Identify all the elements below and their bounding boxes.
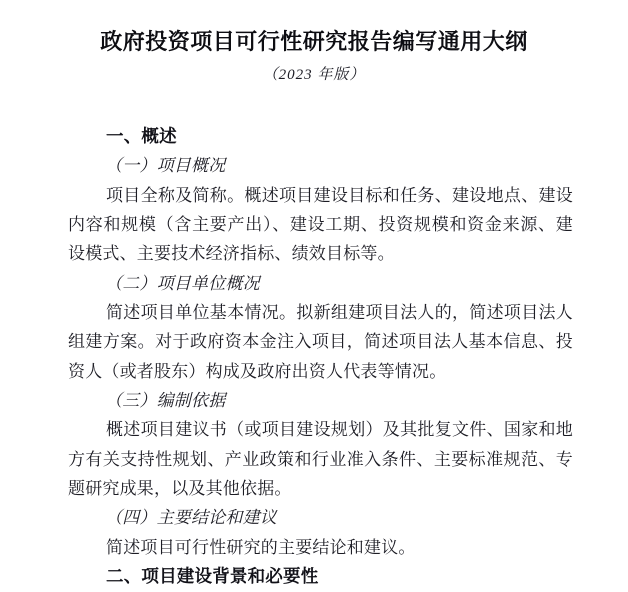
subsection-heading-1-1: （一）项目概况 xyxy=(105,156,226,176)
section-heading-2: 二、项目建设背景和必要性 xyxy=(106,566,319,587)
paragraph-line: 简述项目可行性研究的主要结论和建议。 xyxy=(106,537,416,557)
paragraph-line: 资人（或者股东）构成及政府出资人代表等情况。 xyxy=(68,361,447,381)
subsection-heading-1-4: （四）主要结论和建议 xyxy=(105,508,277,528)
paragraph-line: 概述项目建议书（或项目建设规划）及其批复文件、国家和地 xyxy=(106,420,573,440)
subsection-heading-1-2: （二）项目单位概况 xyxy=(105,273,260,293)
paragraph-line: 简述项目单位基本情况。拟新组建项目法人的，简述项目法人 xyxy=(106,303,573,323)
document-title: 政府投资项目可行性研究报告编写通用大纲 xyxy=(100,29,528,54)
section-heading-1: 一、概述 xyxy=(106,126,177,146)
subsection-heading-1-3: （三）编制依据 xyxy=(105,391,226,411)
paragraph-line: 组建方案。对于政府资本金注入项目，简述项目法人基本信息、投 xyxy=(68,332,573,352)
paragraph-line: 内容和规模（含主要产出）、建设工期、投资规模和资金来源、建 xyxy=(68,215,573,235)
document-body xyxy=(68,122,573,592)
paragraph-line: 题研究成果，以及其他依据。 xyxy=(68,479,292,499)
paragraph-line: 项目全称及简称。概述项目建设目标和任务、建设地点、建设 xyxy=(106,185,573,205)
paragraph-line: 方有关支持性规划、产业政策和行业准入条件、主要标准规范、专 xyxy=(68,449,573,469)
paragraph-line: 设模式、主要技术经济指标、绩效目标等。 xyxy=(68,244,395,264)
document-subtitle: （2023 年版） xyxy=(262,67,366,83)
